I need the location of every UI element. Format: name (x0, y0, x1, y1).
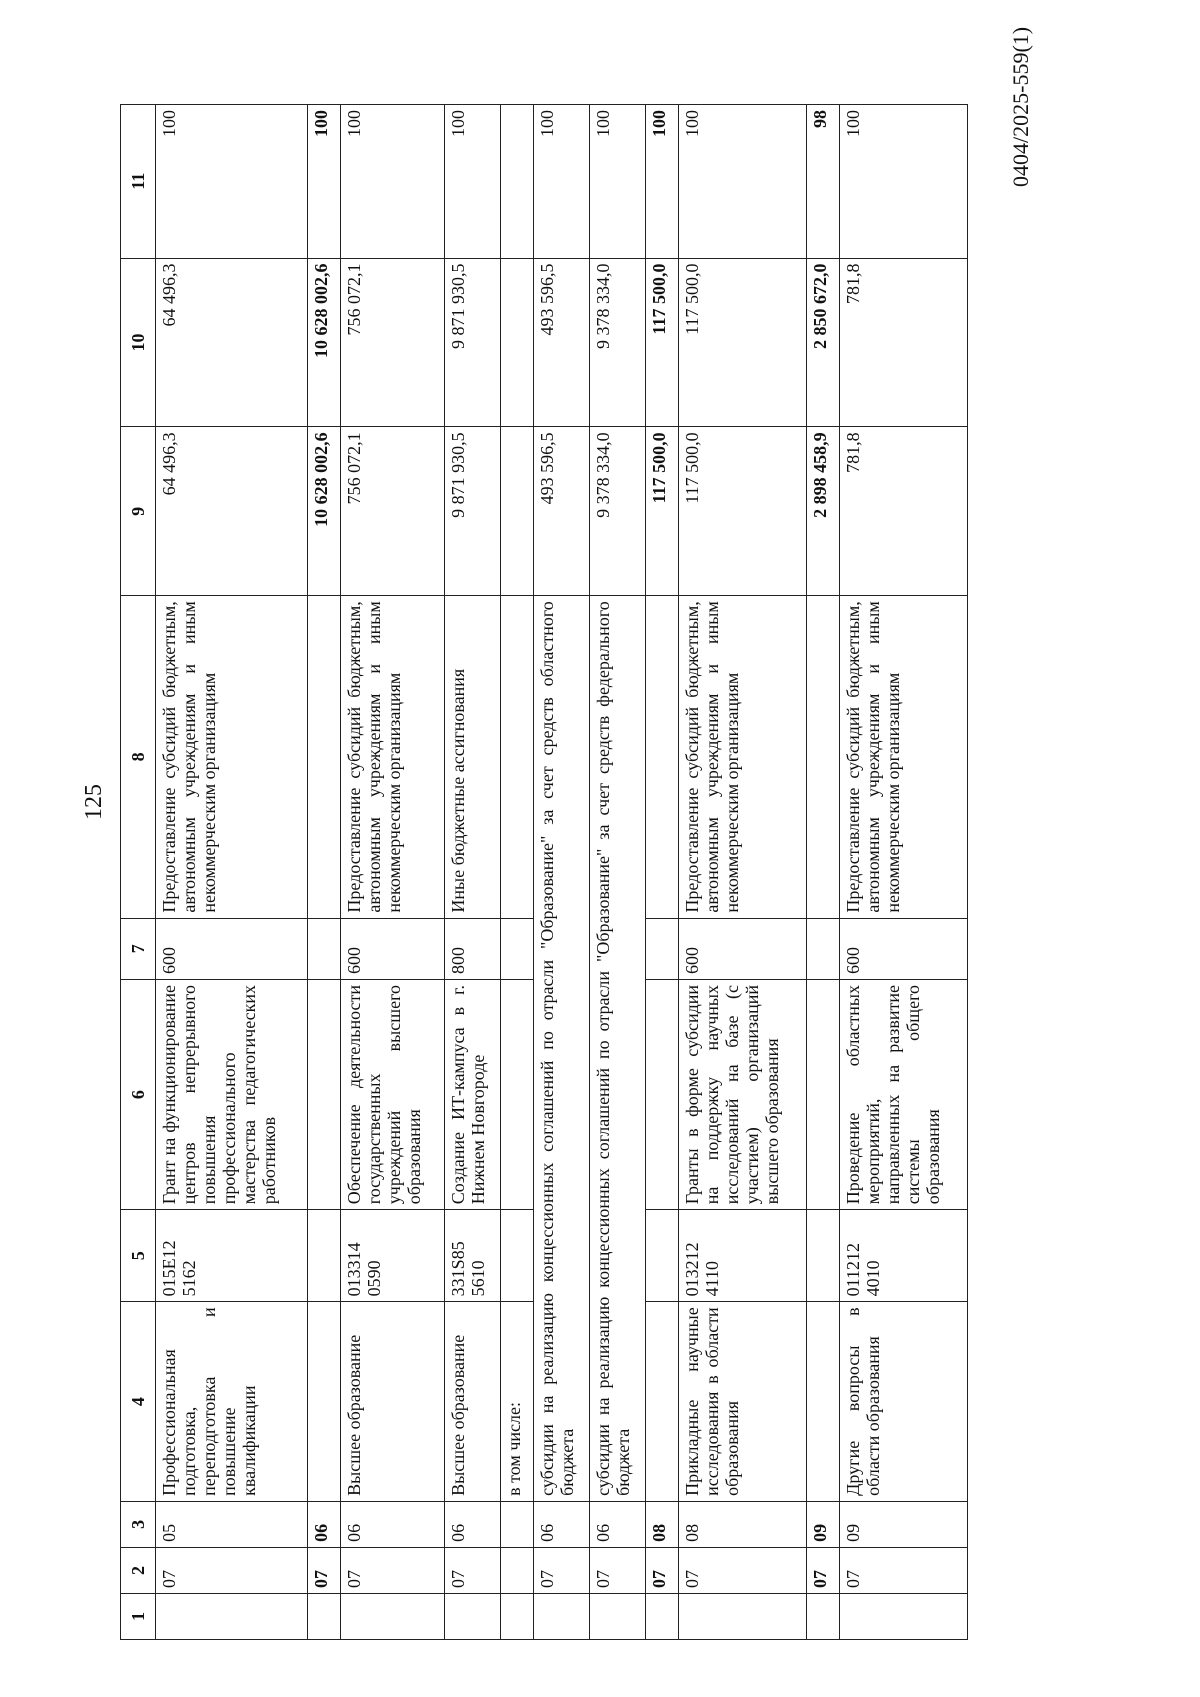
cell-c3: 06 (308, 1501, 340, 1547)
cell-c5 (308, 1210, 340, 1302)
column-header: 6 (121, 979, 156, 1209)
cell-c7 (646, 918, 678, 979)
cell-c5: 013212 4110 (678, 1210, 806, 1302)
cell-c6: Проведение областных мероприятий, направленных на развитие системы общего образования (839, 979, 967, 1209)
cell-c1 (533, 1593, 589, 1639)
cell-c1 (807, 1593, 839, 1639)
cell-c6 (807, 979, 839, 1209)
cell-c1 (839, 1593, 967, 1639)
cell-c4: Другие вопросы в области образования (839, 1302, 967, 1502)
document-code: 0404/2025-559(1) (1007, 26, 1033, 187)
cell-c1 (646, 1593, 678, 1639)
cell-c7: 600 (340, 918, 444, 979)
cell-c2 (501, 1547, 533, 1593)
table-row (839, 105, 967, 1640)
cell-c9: 64 496,3 (156, 427, 308, 596)
cell-c2: 07 (340, 1547, 444, 1593)
cell-c2: 07 (156, 1547, 308, 1593)
cell-c10: 10 628 002,6 (308, 258, 340, 427)
cell-c1 (156, 1593, 308, 1639)
cell-c8 (646, 596, 678, 918)
cell-c10: 493 596,5 (533, 258, 589, 427)
column-header: 4 (121, 1302, 156, 1502)
column-header: 1 (121, 1593, 156, 1639)
cell-c8: Предоставление субсидий бюджетным, автономным учреждениям и иным некоммерческим организациям (839, 596, 967, 918)
cell-c10: 781,8 (839, 258, 967, 427)
cell-c9: 756 072,1 (340, 427, 444, 596)
cell-c7: 600 (678, 918, 806, 979)
cell-c2: 07 (308, 1547, 340, 1593)
table-row (501, 105, 533, 1640)
cell-c7 (308, 918, 340, 979)
cell-c4: Профессиональная подготовка, переподготовка и повышение квалификации (156, 1302, 308, 1502)
cell-c2: 07 (533, 1547, 589, 1593)
cell-text: субсидии на реализацию концессионных соглашений по отрасли "Образование" за счет средств федерального бюджета (590, 596, 646, 1502)
cell-c1 (340, 1593, 444, 1639)
cell-c2: 07 (807, 1547, 839, 1593)
cell-c11: 98 (807, 105, 839, 259)
header-row (121, 105, 156, 1640)
cell-c4 (646, 1302, 678, 1502)
cell-c10 (501, 258, 533, 427)
cell-c1 (501, 1593, 533, 1639)
cell-c5: 331S85 5610 (445, 1210, 501, 1302)
page-number: 125 (81, 784, 107, 820)
cell-c8: Предоставление субсидий бюджетным, автономным учреждениям и иным некоммерческим организациям (156, 596, 308, 918)
cell-c3: 09 (839, 1501, 967, 1547)
cell-c1 (445, 1593, 501, 1639)
cell-c8: Иные бюджетные ассигнования (445, 596, 501, 918)
cell-c4: Высшее образование (445, 1302, 501, 1502)
cell-c5 (501, 1210, 533, 1302)
table-row (156, 105, 308, 1640)
column-header: 8 (121, 596, 156, 918)
cell-c5: 011212 4010 (839, 1210, 967, 1302)
cell-c9: 117 500,0 (646, 427, 678, 596)
table-row (807, 105, 839, 1640)
cell-c9: 2 898 458,9 (807, 427, 839, 596)
cell-c9 (501, 427, 533, 596)
cell-c5 (807, 1210, 839, 1302)
cell-c4: Высшее образование (340, 1302, 444, 1502)
cell-c3 (501, 1501, 533, 1547)
cell-c11 (501, 105, 533, 259)
cell-c3: 06 (340, 1501, 444, 1547)
cell-c11: 100 (646, 105, 678, 259)
table-row (340, 105, 444, 1640)
cell-c7: 600 (839, 918, 967, 979)
column-header: 2 (121, 1547, 156, 1593)
cell-c3: 06 (445, 1501, 501, 1547)
cell-c1 (308, 1593, 340, 1639)
cell-c4 (308, 1302, 340, 1502)
cell-c2: 07 (646, 1547, 678, 1593)
cell-c4: в том числе: (501, 1302, 533, 1502)
cell-c7 (501, 918, 533, 979)
column-header: 11 (121, 105, 156, 259)
cell-c8: Предоставление субсидий бюджетным, автономным учреждениям и иным некоммерческим организациям (678, 596, 806, 918)
cell-c8 (308, 596, 340, 918)
cell-c3: 05 (156, 1501, 308, 1547)
cell-c3: 06 (590, 1501, 646, 1547)
cell-c11: 100 (533, 105, 589, 259)
cell-c6 (646, 979, 678, 1209)
cell-c6 (501, 979, 533, 1209)
cell-c6: Грант на функционирование центров непрерывного повышения профессионального мастерства педагогических работников (156, 979, 308, 1209)
cell-c3: 06 (533, 1501, 589, 1547)
cell-c3: 09 (807, 1501, 839, 1547)
column-header: 9 (121, 427, 156, 596)
cell-c11: 100 (445, 105, 501, 259)
table-row (533, 105, 589, 1640)
cell-c8 (807, 596, 839, 918)
table-row (646, 105, 678, 1640)
cell-c9: 9 871 930,5 (445, 427, 501, 596)
cell-c6: Гранты в форме субсидии на поддержку научных исследований на базе (с участием) организаций высшего образования (678, 979, 806, 1209)
cell-c1 (678, 1593, 806, 1639)
column-header: 7 (121, 918, 156, 979)
cell-c10: 9 378 334,0 (590, 258, 646, 427)
column-header: 3 (121, 1501, 156, 1547)
cell-c10: 117 500,0 (678, 258, 806, 427)
cell-c4 (807, 1302, 839, 1502)
cell-c2: 07 (590, 1547, 646, 1593)
cell-c9: 781,8 (839, 427, 967, 596)
table-row (590, 105, 646, 1640)
table-row (678, 105, 806, 1640)
cell-c10: 9 871 930,5 (445, 258, 501, 427)
cell-c8 (501, 596, 533, 918)
cell-c7: 800 (445, 918, 501, 979)
cell-c8: Предоставление субсидий бюджетным, автономным учреждениям и иным некоммерческим организациям (340, 596, 444, 918)
cell-c2: 07 (445, 1547, 501, 1593)
cell-c2: 07 (839, 1547, 967, 1593)
cell-c6: Обеспечение деятельности государственных учреждений высшего образования (340, 979, 444, 1209)
cell-c6 (308, 979, 340, 1209)
cell-c9: 10 628 002,6 (308, 427, 340, 596)
cell-c1 (590, 1593, 646, 1639)
cell-c10: 756 072,1 (340, 258, 444, 427)
cell-c11: 100 (839, 105, 967, 259)
cell-c9: 9 378 334,0 (590, 427, 646, 596)
cell-c7 (807, 918, 839, 979)
cell-c7: 600 (156, 918, 308, 979)
cell-c5: 013314 0590 (340, 1210, 444, 1302)
cell-c10: 117 500,0 (646, 258, 678, 427)
cell-c5: 015E12 5162 (156, 1210, 308, 1302)
cell-c11: 100 (590, 105, 646, 259)
cell-c11: 100 (156, 105, 308, 259)
cell-c11: 100 (308, 105, 340, 259)
column-header: 5 (121, 1210, 156, 1302)
table-row (445, 105, 501, 1640)
cell-text: субсидии на реализацию концессионных соглашений по отрасли "Образование" за счет средств областного бюджета (533, 596, 589, 1502)
cell-c10: 64 496,3 (156, 258, 308, 427)
column-header: 10 (121, 258, 156, 427)
cell-c2: 07 (678, 1547, 806, 1593)
cell-c3: 08 (678, 1501, 806, 1547)
cell-c6: Создание ИТ-кампуса в г. Нижнем Новгороде (445, 979, 501, 1209)
cell-c11: 100 (678, 105, 806, 259)
cell-c4: Прикладные научные исследования в области образования (678, 1302, 806, 1502)
table-row (308, 105, 340, 1640)
budget-table (120, 104, 968, 1640)
rotated-table-wrapper (120, 104, 968, 1640)
cell-c3: 08 (646, 1501, 678, 1547)
cell-c9: 493 596,5 (533, 427, 589, 596)
cell-c11: 100 (340, 105, 444, 259)
cell-c5 (646, 1210, 678, 1302)
cell-c9: 117 500,0 (678, 427, 806, 596)
cell-c10: 2 850 672,0 (807, 258, 839, 427)
table-body (156, 105, 968, 1640)
